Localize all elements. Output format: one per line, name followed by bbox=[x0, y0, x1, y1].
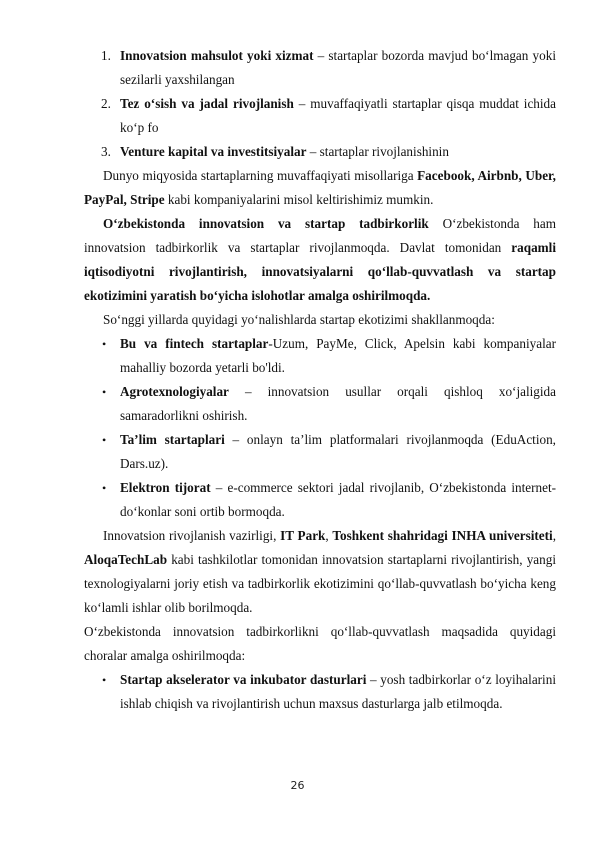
paragraph-uzbekistan bbox=[84, 212, 556, 308]
paragraph-text: O‘zbekistonda ham innovatsion tadbirkorlik va startaplar rivojlanmoqda. Davlat tomonidan bbox=[84, 216, 557, 255]
bullet-item bbox=[84, 332, 556, 380]
bullet-item bbox=[84, 476, 556, 524]
bullet-item bbox=[84, 428, 556, 476]
org-name: Toshkent shahridagi INHA universiteti bbox=[332, 528, 553, 543]
bullet-text: – yosh tadbirkorlar o‘z loyihalarini ishlab chiqish va rivojlantirish uchun maxsus dasturlarga jalb etilmoqda. bbox=[120, 672, 556, 711]
item-heading: Innovatsion mahsulot yoki xizmat bbox=[120, 48, 314, 63]
paragraph-heading: O‘zbekistonda innovatsion va startap tadbirkorlik bbox=[103, 216, 429, 231]
paragraph-intro: So‘nggi yillarda quyidagi yo‘nalishlarda startap ekotizimi shakllanmoqda: bbox=[103, 312, 495, 327]
item-number: 2. bbox=[101, 96, 111, 111]
bullet-heading: Startap akselerator va inkubator dasturlari bbox=[120, 672, 367, 687]
paragraph-organizations bbox=[84, 524, 556, 620]
page-number: 26 bbox=[290, 779, 305, 792]
paragraph-text: Innovatsion rivojlanish vazirligi, bbox=[103, 528, 281, 543]
item-text: – startaplar bozorda mavjud bo‘lmagan yoki sezilarli yaxshilangan bbox=[120, 48, 556, 87]
company-names: Facebook, Airbnb, Uber, PayPal, Stripe bbox=[84, 168, 556, 207]
paragraph-text: kabi tashkilotlar tomonidan innovatsion startaplarni rivojlantirish, yangi texnologiyalarni joriy etish va tadbirkorlik ekotizimini qo‘llab-quvvatlash bo‘yicha keng ko‘lamli ishlar olib borilmoqda. bbox=[84, 552, 556, 615]
bullet-text: -Uzum, PayMe, Click, Apelsin kabi kompaniyalar mahalliy bozorda yetarli bo'ldi. bbox=[120, 336, 556, 375]
bullet-icon: • bbox=[102, 673, 107, 687]
bullet-icon: • bbox=[102, 337, 107, 351]
paragraph-emphasis: raqamli iqtisodiyotni rivojlantirish, innovatsiyalarni qo‘llab-quvvatlash va startap ekotizimini yaratish bo‘yicha islohotlar amalga oshirilmoqda. bbox=[84, 240, 556, 303]
bullet-text: – e-commerce sektori jadal rivojlanib, O‘zbekistonda internet-do‘konlar soni ortib bormoqda. bbox=[120, 480, 556, 519]
paragraph-measures: O‘zbekistonda innovatsion tadbirkorlikni qo‘llab-quvvatlash maqsadida quyidagi choralar amalga oshirilmoqda: bbox=[84, 624, 556, 663]
page-content bbox=[84, 44, 556, 716]
bullet-text: – onlayn ta’lim platformalari rivojlanmoqda (EduAction, Dars.uz). bbox=[120, 432, 556, 471]
org-name: AloqaTechLab bbox=[84, 552, 168, 567]
org-name: IT Park bbox=[280, 528, 326, 543]
bullet-heading: Agrotexnologiyalar bbox=[120, 384, 229, 399]
item-text: – startaplar rivojlanishinin bbox=[306, 144, 449, 159]
bullet-item bbox=[84, 380, 556, 428]
separator: , bbox=[552, 528, 557, 543]
paragraph-text: kabi kompaniyalarini misol keltirishimiz mumkin. bbox=[164, 192, 434, 207]
bullet-icon: • bbox=[102, 433, 107, 447]
bullet-heading: Bu va fintech startaplar bbox=[120, 336, 269, 351]
bullet-icon: • bbox=[102, 481, 107, 495]
paragraph-text: Dunyo miqyosida startaplarning muvaffaqiyati misollariga bbox=[103, 168, 418, 183]
item-heading: Venture kapital va investitsiyalar bbox=[120, 144, 307, 159]
numbered-item bbox=[84, 92, 556, 140]
item-heading: Tez o‘sish va jadal rivojlanish bbox=[120, 96, 294, 111]
separator: , bbox=[325, 528, 333, 543]
numbered-item bbox=[84, 140, 556, 164]
numbered-item bbox=[84, 44, 556, 92]
bullet-heading: Elektron tijorat bbox=[120, 480, 211, 495]
bullet-heading: Ta’lim startaplari bbox=[120, 432, 225, 447]
paragraph-examples bbox=[84, 164, 556, 212]
item-text: – muvaffaqiyatli startaplar qisqa muddat ichida ko‘p fo bbox=[120, 96, 556, 135]
bullet-item bbox=[84, 668, 556, 716]
bullet-icon: • bbox=[102, 385, 107, 399]
bullet-text: – innovatsion usullar orqali qishloq xo‘jaligida samaradorlikni oshirish. bbox=[120, 384, 556, 423]
item-number: 1. bbox=[101, 48, 111, 63]
item-number: 3. bbox=[101, 144, 111, 159]
